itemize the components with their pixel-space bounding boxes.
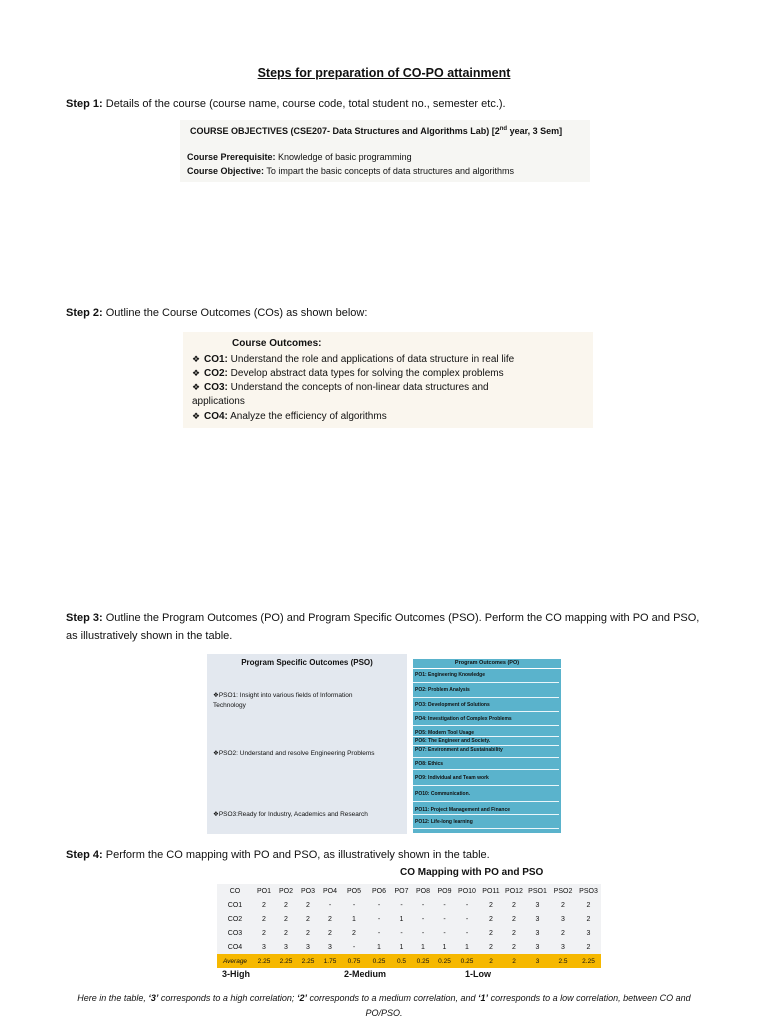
table-cell: 2 xyxy=(306,915,310,923)
table-cell: 1 xyxy=(442,943,447,951)
table-row xyxy=(217,912,601,926)
table-cell: 3 xyxy=(586,929,591,937)
table-cell: 2 xyxy=(284,901,288,909)
course-objectives-title: COURSE OBJECTIVES (CSE207- Data Structures and Algorithms Lab) [2nd year, 3 Sem] xyxy=(190,126,563,136)
table-cell: 0.25 xyxy=(412,954,434,968)
table-cell: 1 xyxy=(421,943,425,951)
table-cell: 0.25 xyxy=(455,954,479,968)
po-item: PO10: Communication. xyxy=(413,786,559,802)
step-1 xyxy=(66,95,706,113)
table-cell: 2 xyxy=(586,943,591,951)
table-cell: 2 xyxy=(284,929,288,937)
table-cell: 2 xyxy=(262,915,266,923)
bullet-icon: ❖ xyxy=(192,368,201,378)
table-cell: 3 xyxy=(525,954,550,968)
table-cell: - xyxy=(400,929,403,937)
bullet-icon: ❖ xyxy=(192,354,201,364)
pso-item: ❖PSO2: Understand and resolve Engineering Problems xyxy=(213,750,375,757)
po-item: PO3: Development of Solutions xyxy=(413,698,559,712)
table-cell: 3 xyxy=(535,943,540,951)
table-cell: - xyxy=(421,929,425,937)
step-3-text: Outline the Program Outcomes (PO) and Program Specific Outcomes (PSO). Perform the CO mapping with PO and PSO, as illustratively shown in the table. xyxy=(66,612,700,642)
step-3 xyxy=(66,609,706,645)
step-2-text: Outline the Course Outcomes (COs) as shown below: xyxy=(102,307,368,319)
table-cell: 2 xyxy=(262,929,266,937)
po-item: PO6: The Engineer and Society. xyxy=(413,737,559,746)
po-item: PO12: Life-long learning xyxy=(413,815,559,829)
po-item: PO4: Investigation of Complex Problems xyxy=(413,712,559,726)
table-header-row xyxy=(217,884,601,898)
table-header-cell: PSO3 xyxy=(579,887,598,895)
step-1-text: Details of the course (course name, course code, total student no., semester etc.). xyxy=(102,98,506,110)
table-header-cell: PO6 xyxy=(371,887,386,895)
co-item: ❖ CO1: Understand the role and applications of data structure in real life xyxy=(192,354,515,365)
table-row xyxy=(217,940,601,954)
table-header-cell: PO4 xyxy=(322,887,337,895)
po-item: PO11: Project Management and Finance xyxy=(413,802,559,815)
table-cell: - xyxy=(443,915,446,923)
table-cell: - xyxy=(443,929,446,937)
average-row xyxy=(217,954,601,968)
table-cell: 3 xyxy=(535,901,540,909)
table-cell: 3 xyxy=(535,929,540,937)
table-cell: 1 xyxy=(352,915,356,923)
table-cell: 2 xyxy=(561,901,565,909)
step-2 xyxy=(66,304,706,322)
table-cell: CO1 xyxy=(227,901,243,909)
table-header-cell: CO xyxy=(229,887,241,895)
table-header-cell: PO2 xyxy=(278,887,293,895)
table-cell: 2 xyxy=(512,929,516,937)
table-cell: 0.5 xyxy=(391,954,412,968)
table-cell: 0.75 xyxy=(341,954,367,968)
year-superscript: nd xyxy=(499,126,508,132)
mapping-table-title: CO Mapping with PO and PSO xyxy=(400,867,544,878)
table-cell: 1 xyxy=(399,915,404,923)
po-heading: Program Outcomes (PO) xyxy=(413,659,561,669)
table-cell: 2.25 xyxy=(576,954,601,968)
step-3-label: Step 3: xyxy=(66,612,103,624)
course-prerequisite: Course Prerequisite: Knowledge of basic programming xyxy=(187,152,412,162)
table-cell: - xyxy=(465,929,469,937)
table-cell: 3 xyxy=(284,943,288,951)
table-cell: 3 xyxy=(535,915,540,923)
pso-heading: Program Specific Outcomes (PSO) xyxy=(241,658,373,667)
po-item: PO5: Modern Tool Usage xyxy=(413,726,559,737)
table-cell: 1 xyxy=(377,943,381,951)
table-header-cell: PSO2 xyxy=(553,887,573,895)
table-cell: - xyxy=(377,901,381,909)
table-cell: 2 xyxy=(328,929,332,937)
table-cell: 0.25 xyxy=(367,954,391,968)
step-2-label: Step 2: xyxy=(66,307,103,319)
scale-low: 1-Low xyxy=(465,969,491,979)
table-cell: 3 xyxy=(561,915,565,923)
po-item: PO1: Engineering Knowledge xyxy=(413,669,559,683)
table-cell: 3 xyxy=(306,943,310,951)
table-cell: 2.25 xyxy=(275,954,297,968)
page-title: Steps for preparation of CO-PO attainment xyxy=(257,66,511,80)
table-cell: - xyxy=(443,901,446,909)
table-cell: 2 xyxy=(512,915,516,923)
co-item: ❖ CO2: Develop abstract data types for solving the complex problems xyxy=(192,368,504,379)
pso-panel xyxy=(207,654,407,834)
table-cell: CO3 xyxy=(227,929,243,937)
table-cell: 2 xyxy=(306,929,310,937)
table-cell: 2 xyxy=(328,915,332,923)
table-header-cell: PO9 xyxy=(437,887,452,895)
table-cell: 2 xyxy=(503,954,525,968)
table-header-cell: PO12 xyxy=(505,887,523,895)
table-cell: CO2 xyxy=(227,915,243,923)
table-cell: Average xyxy=(217,954,253,968)
course-objective: Course Objective: To impart the basic concepts of data structures and algorithms xyxy=(187,166,514,176)
co-po-mapping-table xyxy=(217,884,601,968)
table-cell: 2 xyxy=(262,901,266,909)
scale-medium: 2-Medium xyxy=(344,969,387,979)
table-cell: 3 xyxy=(561,943,565,951)
table-cell: - xyxy=(377,915,381,923)
table-cell: 0.25 xyxy=(434,954,455,968)
table-cell: 2 xyxy=(479,954,503,968)
step-4 xyxy=(66,846,706,864)
co-item: ❖ CO4: Analyze the efficiency of algorithms xyxy=(192,411,387,422)
table-cell: - xyxy=(352,901,356,909)
table-cell: - xyxy=(465,915,469,923)
table-header-cell: PSO1 xyxy=(528,887,547,895)
table-cell: - xyxy=(421,915,425,923)
table-cell: 2.5 xyxy=(550,954,576,968)
table-header-cell: PO8 xyxy=(415,887,430,895)
table-cell: 2 xyxy=(512,943,516,951)
po-item: PO7: Environment and Sustainability xyxy=(413,746,559,758)
table-cell: 2 xyxy=(512,901,516,909)
table-header-cell: PO7 xyxy=(394,887,409,895)
table-cell: 2 xyxy=(489,943,493,951)
pso-item: ❖PSO3:Ready for Industry, Academics and Research xyxy=(213,811,368,818)
table-cell: 2 xyxy=(586,901,591,909)
po-item: PO9: Individual and Team work xyxy=(413,770,559,786)
table-cell: 2 xyxy=(561,929,565,937)
table-cell: 2.25 xyxy=(297,954,319,968)
table-header-cell: PO5 xyxy=(346,887,361,895)
course-outcomes-heading: Course Outcomes: xyxy=(232,338,322,349)
table-cell: 2.25 xyxy=(253,954,275,968)
step-4-text: Perform the CO mapping with PO and PSO, as illustratively shown in the table. xyxy=(102,849,490,861)
correlation-note: Here in the table, ‘3’ corresponds to a high correlation; ‘2’ corresponds to a medium correlation, and ‘1’ corresponds to a low correlation, between CO and PO/PSO. xyxy=(77,993,691,1018)
scale-high: 3-High xyxy=(222,969,250,979)
table-cell: 3 xyxy=(328,943,332,951)
table-cell: 2 xyxy=(489,929,493,937)
bullet-icon: ❖ xyxy=(192,411,201,421)
table-cell: 1 xyxy=(465,943,469,951)
table-cell: 2 xyxy=(306,901,310,909)
table-header-cell: PO10 xyxy=(458,887,476,895)
co-item: ❖ CO3: Understand the concepts of non-linear data structures and applications xyxy=(192,382,489,407)
table-cell: - xyxy=(328,901,332,909)
po-item: PO2: Problem Analysis xyxy=(413,683,559,698)
table-cell: 3 xyxy=(262,943,266,951)
step-1-label: Step 1: xyxy=(66,98,103,110)
table-cell: 2 xyxy=(489,915,493,923)
table-row xyxy=(217,898,601,912)
table-cell: 2 xyxy=(352,929,356,937)
table-cell: - xyxy=(377,929,381,937)
table-cell: 2 xyxy=(586,915,591,923)
table-cell: 1 xyxy=(399,943,404,951)
table-header-cell: PO1 xyxy=(256,887,271,895)
po-item: PO8: Ethics xyxy=(413,758,559,770)
table-header-cell: PO3 xyxy=(300,887,315,895)
table-row xyxy=(217,926,601,940)
table-cell: CO4 xyxy=(227,943,243,951)
table-cell: - xyxy=(352,943,356,951)
table-header-cell: PO11 xyxy=(482,887,500,895)
pso-item: ❖PSO1: Insight into various fields of Information Technology xyxy=(213,692,353,709)
table-cell: - xyxy=(421,901,425,909)
step-4-label: Step 4: xyxy=(66,849,103,861)
table-cell: 2 xyxy=(489,901,493,909)
table-cell: - xyxy=(400,901,403,909)
table-cell: - xyxy=(465,901,469,909)
table-cell: 2 xyxy=(284,915,288,923)
bullet-icon: ❖ xyxy=(192,382,201,392)
table-cell: 1.75 xyxy=(319,954,341,968)
